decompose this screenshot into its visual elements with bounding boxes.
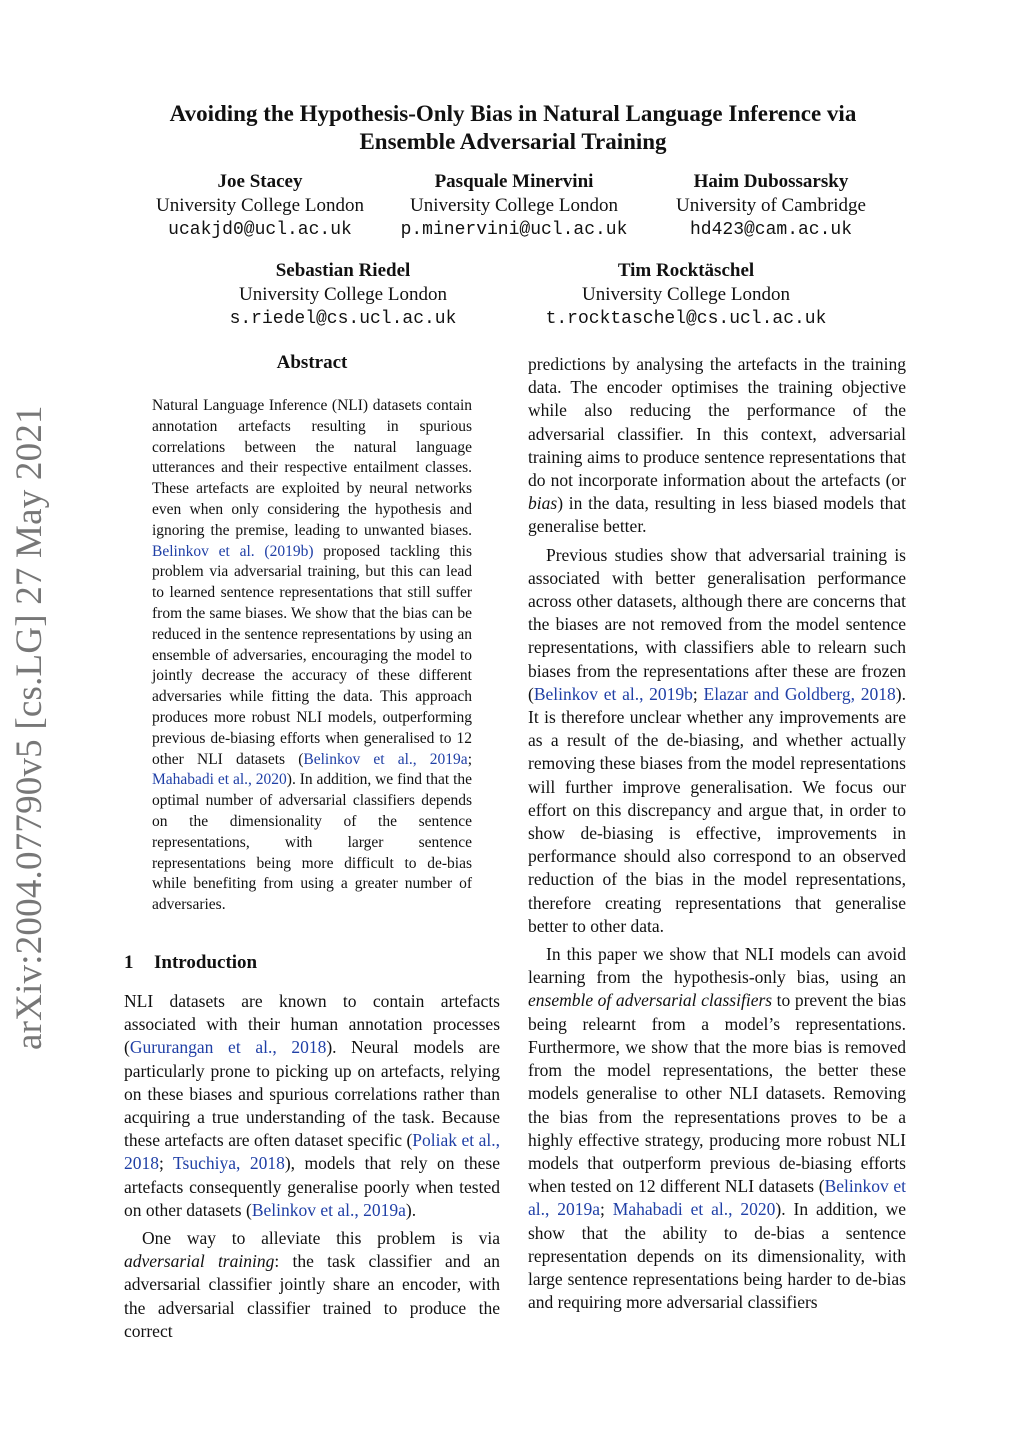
- author-email: ucakjd0@ucl.ac.uk: [168, 220, 352, 240]
- citation-link[interactable]: Elazar and Goldberg, 2018: [703, 683, 896, 704]
- author-email: p.minervini@ucl.ac.uk: [400, 220, 628, 240]
- author-name: Pasquale Minervini: [434, 171, 594, 192]
- author-affiliation: University College London: [239, 284, 447, 305]
- author-email: hd423@cam.ac.uk: [689, 220, 853, 240]
- paragraph: In this paper we show that NLI models can avoid learning from the hypothesis-only bias, using an ensemble of adversarial classifiers to prevent the bias being relearnt from a model’s representations. Furthermore, we show that the more bias is removed from the model representations, the better these models generalise to other NLI datasets. Removing the bias from the representations proves to be a highly effective strategy, producing more robust NLI models that outperform previous de-biasing efforts when tested on 12 different NLI datasets (Belinkov et al., 2019a; Mahabadi et al., 2020). In addition, we show that the ability to de-bias a sentence representation depends on its dimensionality, with large sentence representations being harder to de-bias and requiring more adversarial classifiers: [528, 944, 907, 1313]
- author-affiliation: University College London: [582, 284, 790, 305]
- citation-link[interactable]: Poliak et al., 2018: [124, 1130, 501, 1174]
- author-name: Joe Stacey: [217, 171, 303, 192]
- section-number: 1: [124, 952, 134, 973]
- author-name: Tim Rocktäschel: [617, 260, 755, 281]
- author-block: [380, 170, 648, 242]
- author-name: Sebastian Riedel: [275, 260, 411, 281]
- author-block: [520, 259, 852, 331]
- author-affiliation: University College London: [410, 195, 618, 216]
- author-email: s.riedel@cs.ucl.ac.uk: [229, 309, 457, 329]
- citation-link[interactable]: Mahabadi et al., 2020: [612, 1199, 776, 1220]
- paragraph: predictions by analysing the artefacts in the training data. The encoder optimises the training objective while also reducing the performance of the adversarial classifier. In this context, adversarial training aims to produce sentence representations that do not incorporate information about the artefacts (or bias) in the data, resulting in less biased models that generalise better.: [528, 354, 906, 537]
- author-block: [212, 259, 474, 331]
- paper-title: Avoiding the Hypothesis-Only Bias in Natural Language Inference via Ensemble Adversarial Training: [169, 101, 857, 154]
- citation-link[interactable]: Belinkov et al. (2019b): [152, 542, 314, 560]
- citation-link[interactable]: Belinkov et al., 2019a: [303, 750, 468, 768]
- abstract-text: Natural Language Inference (NLI) datasets contain annotation artefacts resulting in spurious correlations between the natural language utterances and their respective entailment classes. These artefacts are exploited by neural networks even when only considering the hypothesis and ignoring the premise, leading to unwanted biases. Belinkov et al. (2019b) proposed tackling this problem via adversarial training, but this can lead to learned sentence representations that still suffer from the same biases. We show that the bias can be reduced in the sentence representations by using an ensemble of adversaries, encouraging the model to jointly decrease the accuracy of these different adversaries while fitting the data. This approach produces more robust NLI models, outperforming previous de-biasing efforts when generalised to 12 other NLI datasets (Belinkov et al., 2019a; Mahabadi et al., 2020). In addition, we find that the optimal number of adversarial classifiers depends on the dimensionality of the sentence representations, with larger sentence representations being more difficult to de-bias while benefiting from using a greater number of adversaries.: [152, 397, 473, 914]
- section-heading: [124, 952, 257, 974]
- section-title: Introduction: [154, 952, 258, 973]
- paragraph: One way to alleviate this problem is via adversarial training: the task classifier and an adversarial classifier jointly share an encoder, with the adversarial classifier trained to produce the correct: [124, 1228, 500, 1341]
- abstract-heading: Abstract: [276, 352, 348, 373]
- author-block: [655, 170, 887, 242]
- author-name: Haim Dubossarsky: [693, 171, 849, 192]
- citation-link[interactable]: Gururangan et al., 2018: [129, 1037, 327, 1058]
- citation-link[interactable]: Mahabadi et al., 2020: [152, 771, 287, 789]
- author-affiliation: University of Cambridge: [676, 195, 866, 216]
- arxiv-identifier: arXiv:2004.07790v5 [cs.LG] 27 May 2021: [9, 405, 50, 1050]
- citation-link[interactable]: Belinkov et al., 2019b: [533, 683, 693, 704]
- intro-column-right: [528, 353, 906, 1314]
- citation-link[interactable]: Belinkov et al., 2019a: [528, 1176, 907, 1220]
- citation-link[interactable]: Tsuchiya, 2018: [173, 1153, 285, 1174]
- author-affiliation: University College London: [156, 195, 364, 216]
- intro-column-left: [124, 990, 500, 1343]
- author-block: [140, 170, 380, 242]
- paragraph: NLI datasets are known to contain artefacts associated with their human annotation processes (Gururangan et al., 2018). Neural models are particularly prone to picking up on artefacts, relying on these biases and spurious correlations rather than acquiring a true understanding of the task. Because these artefacts are often dataset specific (Poliak et al., 2018; Tsuchiya, 2018), models that rely on these artefacts consequently generalise poorly when tested on other datasets (Belinkov et al., 2019a).: [124, 991, 501, 1220]
- citation-link[interactable]: Belinkov et al., 2019a: [251, 1199, 406, 1220]
- paragraph: Previous studies show that adversarial training is associated with better generalisation performance across other datasets, although there are concerns that the biases are not removed from the model sentence representations, with classifiers able to relearn such biases from the representations after these are frozen (Belinkov et al., 2019b; Elazar and Goldberg, 2018). It is therefore unclear whether any improvements are as a result of the de-biasing, and whether actually removing these biases from the model representations will further improve generalisation. We focus our effort on this discrepancy and argue that, in order to show de-biasing is effective, improvements in performance should also correspond to an observed reduction of the bias in the model representations, therefore creating representations that generalise better to other data.: [528, 544, 906, 936]
- author-email: t.rocktaschel@cs.ucl.ac.uk: [545, 309, 827, 329]
